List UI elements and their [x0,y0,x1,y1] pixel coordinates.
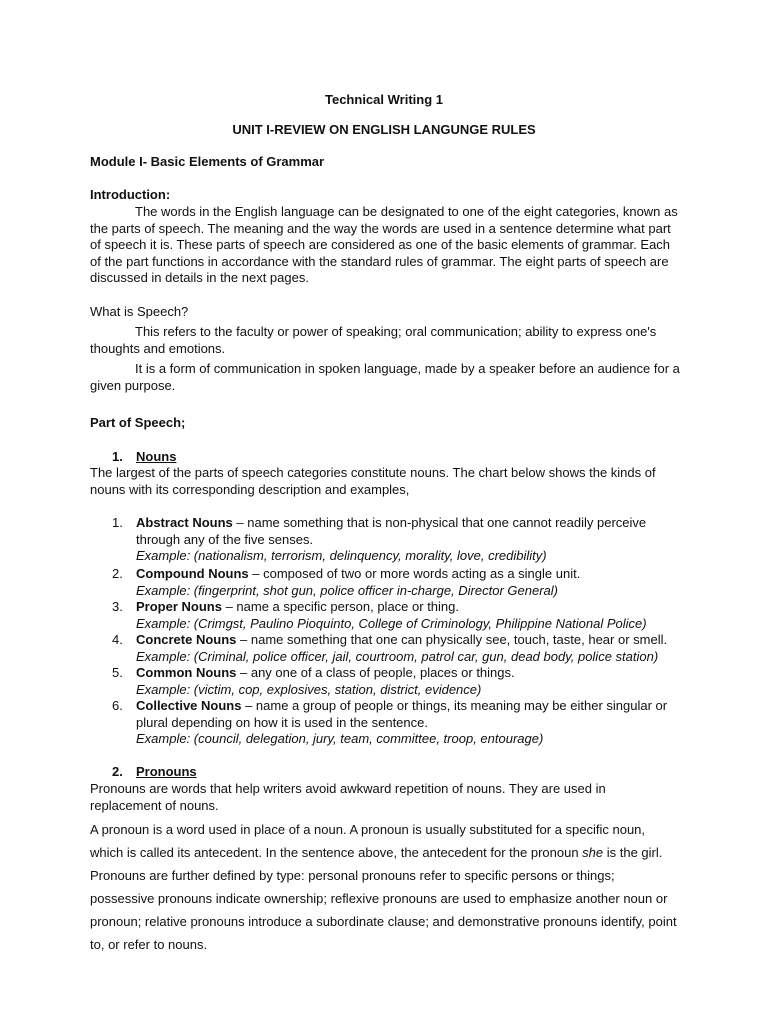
speech-definition-2: It is a form of communication in spoken language, made by a speaker before an audience for a given purpose. [90,361,680,393]
pronouns-paragraph-b: is the girl. Pronouns are further defined by type: personal pronouns refer to specific persons or things; possessive pronouns indicate ownership; reflexive pronouns are used to emphasize another noun or pronoun; relative pronouns introduce a subordinate clause; and demonstrative pronouns identify, point to, or refer to nouns. [90,845,677,952]
noun-example: Example: (victim, cop, explosives, station, district, evidence) [136,681,482,697]
pronouns-intro: Pronouns are words that help writers avoid awkward repetition of nouns. They are used in replacement of nouns. [90,781,606,813]
list-item [112,599,682,632]
list-item-number: 4. [112,632,123,647]
noun-description: – composed of two or more words acting as a single unit. [248,566,581,581]
pronouns-number: 2. [112,764,123,779]
list-item-number: 3. [112,599,123,614]
pronouns-paragraph [90,818,680,956]
noun-term: Collective Nouns [136,698,242,713]
intro-heading: Introduction: [90,187,171,202]
parts-heading: Part of Speech; [90,415,186,430]
noun-term: Common Nouns [136,665,237,680]
noun-description: – name a group of people or things, its meaning may be either singular or plural depending on how it is used in the sentence. [136,698,668,730]
list-item [112,698,682,748]
noun-description: – name something that one can physically see, touch, taste, hear or smell. [236,632,668,647]
noun-description: – any one of a class of people, places or things. [236,665,515,680]
noun-term: Compound Nouns [136,566,249,581]
document-title: Technical Writing 1 [325,92,443,107]
nouns-number: 1. [112,449,123,464]
list-item [112,665,682,698]
noun-example: Example: (council, delegation, jury, team, committee, troop, entourage) [136,731,544,747]
noun-description: – name something that is non-physical that one cannot readily perceive through any of the five senses. [136,515,647,547]
unit-title: UNIT I-REVIEW ON ENGLISH LANGUNGE RULES [232,122,536,137]
nouns-intro: The largest of the parts of speech categories constitute nouns. The chart below shows the kinds of nouns with its corresponding description and examples, [90,465,656,497]
noun-description: – name a specific person, place or thing. [221,599,459,614]
noun-term: Proper Nouns [136,599,222,614]
list-item [112,632,682,665]
speech-definition-1: This refers to the faculty or power of speaking; oral communication; ability to express one's thoughts and emotions. [90,324,657,356]
pronouns-paragraph-emphasis: she [582,845,604,860]
noun-term: Abstract Nouns [136,515,233,530]
intro-paragraph: The words in the English language can be designated to one of the eight categories, known as the parts of speech. The meaning and the way the words are used in a sentence determine what part of speech it is. These parts of speech are considered as one of the basic elements of grammar. Each of the part functions in accordance with the standard rules of grammar. The eight parts of speech are discussed in details in the next pages. [90,204,678,286]
nouns-heading-label: Nouns [136,449,177,464]
list-item [112,566,682,599]
nouns-heading [112,449,702,466]
noun-example: Example: (Crimgst, Paulino Pioquinto, College of Criminology, Philippine National Police) [136,615,647,631]
noun-term: Concrete Nouns [136,632,237,647]
list-item-number: 5. [112,665,123,680]
list-item-number: 1. [112,515,123,530]
noun-example: Example: (Criminal, police officer, jail, courtroom, patrol car, gun, dead body, police station) [136,648,659,664]
module-title: Module I- Basic Elements of Grammar [90,154,325,169]
pronouns-heading-label: Pronouns [136,764,197,779]
pronouns-paragraph-a: A pronoun is a word used in place of a noun. A pronoun is usually substituted for a specific noun, which is called its antecedent. In the sentence above, the antecedent for the pronoun [90,822,646,860]
list-item-number: 2. [112,566,123,581]
noun-example: Example: (fingerprint, shot gun, police officer in-charge, Director General) [136,582,558,598]
noun-example: Example: (nationalism, terrorism, delinquency, morality, love, credibility) [136,548,547,564]
list-item-number: 6. [112,698,123,713]
speech-question: What is Speech? [90,304,189,319]
list-item [112,515,682,565]
pronouns-heading [112,764,702,781]
